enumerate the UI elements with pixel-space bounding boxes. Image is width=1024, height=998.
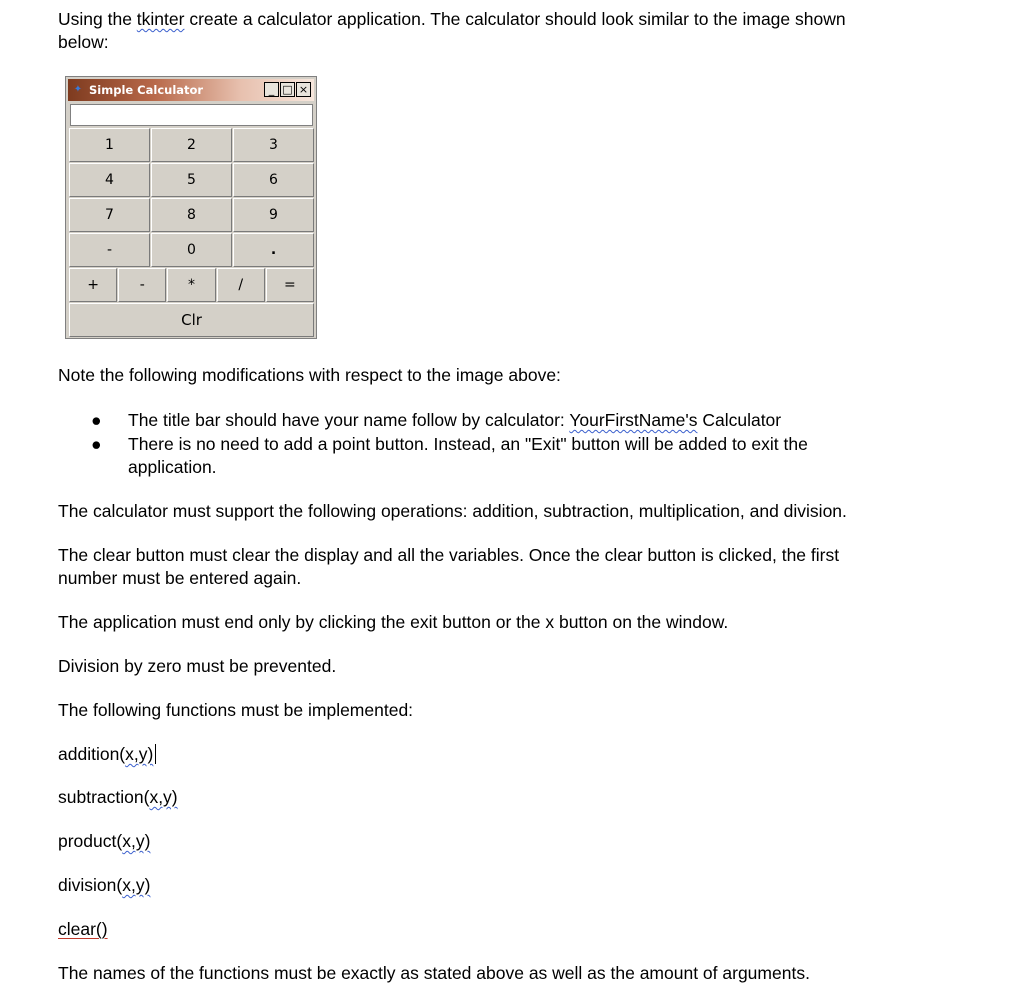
clear-name: clear() bbox=[58, 919, 108, 939]
function-division bbox=[58, 874, 150, 897]
division-zero-paragraph: Division by zero must be prevented. bbox=[58, 656, 337, 676]
bullet-dot-1: ● bbox=[91, 410, 102, 430]
key-1: 1 bbox=[69, 128, 150, 162]
bullet-1 bbox=[128, 409, 781, 432]
bullet-2-line-1: There is no need to add a point button. Instead, an "Exit" button will be added to exit the bbox=[128, 434, 808, 454]
addition-args: x,y) bbox=[125, 744, 154, 764]
key-point: . bbox=[233, 233, 314, 267]
function-addition bbox=[58, 743, 156, 766]
your-first-name-word: YourFirstName's bbox=[569, 410, 698, 430]
final-paragraph: The names of the functions must be exactly as stated above as well as the amount of arguments. bbox=[58, 963, 810, 983]
feather-icon: ✦ bbox=[73, 84, 83, 95]
key-divide: / bbox=[217, 268, 265, 302]
key-negative: - bbox=[69, 233, 150, 267]
note-text: Note the following modifications with respect to the image above: bbox=[58, 365, 561, 385]
product-args: x,y) bbox=[122, 831, 151, 851]
subtraction-args: x,y) bbox=[149, 787, 178, 807]
key-7: 7 bbox=[69, 198, 150, 232]
calculator-titlebar bbox=[68, 79, 314, 101]
key-6: 6 bbox=[233, 163, 314, 197]
end-paragraph: The application must end only by clicking the exit button or the x button on the window. bbox=[58, 612, 729, 632]
keypad-row-1 bbox=[69, 128, 315, 162]
key-equals: = bbox=[266, 268, 314, 302]
key-5: 5 bbox=[151, 163, 232, 197]
addition-name: addition( bbox=[58, 744, 126, 764]
calculator-title: Simple Calculator bbox=[89, 83, 204, 97]
clear-paragraph-line-2: number must be entered again. bbox=[58, 568, 302, 588]
keypad-row-5 bbox=[69, 268, 315, 302]
calculator-display bbox=[70, 104, 313, 126]
calculator-keypad bbox=[69, 128, 315, 338]
clear-paragraph-line-1: The clear button must clear the display and all the variables. Once the clear button is clicked, the first bbox=[58, 545, 840, 565]
window-controls bbox=[264, 82, 311, 97]
operations-paragraph: The calculator must support the following operations: addition, subtraction, multiplication, and division. bbox=[58, 501, 847, 521]
key-minus: - bbox=[118, 268, 166, 302]
key-multiply: * bbox=[167, 268, 215, 302]
division-args: x,y) bbox=[122, 875, 151, 895]
bullet-1-suffix: Calculator bbox=[697, 410, 782, 430]
key-4: 4 bbox=[69, 163, 150, 197]
bullet-2-line-2: application. bbox=[128, 457, 217, 477]
minimize-icon: _ bbox=[264, 82, 279, 97]
bullet-dot-2: ● bbox=[91, 434, 102, 454]
function-product bbox=[58, 830, 150, 853]
key-plus: + bbox=[69, 268, 117, 302]
maximize-icon: □ bbox=[280, 82, 295, 97]
subtraction-name: subtraction( bbox=[58, 787, 150, 807]
function-clear bbox=[58, 918, 108, 941]
tkinter-word: tkinter bbox=[136, 9, 185, 29]
key-0: 0 bbox=[151, 233, 232, 267]
division-name: division( bbox=[58, 875, 123, 895]
key-3: 3 bbox=[233, 128, 314, 162]
intro-text-end: create a calculator application. The calculator should look similar to the image shown bbox=[184, 9, 846, 29]
bullet-1-text: The title bar should have your name follow by calculator: bbox=[128, 410, 570, 430]
close-icon: × bbox=[296, 82, 311, 97]
keypad-row-6 bbox=[69, 303, 315, 337]
keypad-row-3 bbox=[69, 198, 315, 232]
keypad-row-2 bbox=[69, 163, 315, 197]
keypad-row-4 bbox=[69, 233, 315, 267]
key-9: 9 bbox=[233, 198, 314, 232]
intro-line-2: below: bbox=[58, 32, 109, 52]
text-cursor bbox=[155, 744, 156, 764]
function-subtraction bbox=[58, 786, 178, 809]
calculator-image bbox=[65, 76, 317, 339]
functions-intro: The following functions must be implemented: bbox=[58, 700, 414, 720]
intro-line-1 bbox=[58, 8, 846, 31]
key-clear: Clr bbox=[69, 303, 314, 337]
key-2: 2 bbox=[151, 128, 232, 162]
intro-text-start: Using the bbox=[58, 9, 137, 29]
key-8: 8 bbox=[151, 198, 232, 232]
product-name: product( bbox=[58, 831, 123, 851]
